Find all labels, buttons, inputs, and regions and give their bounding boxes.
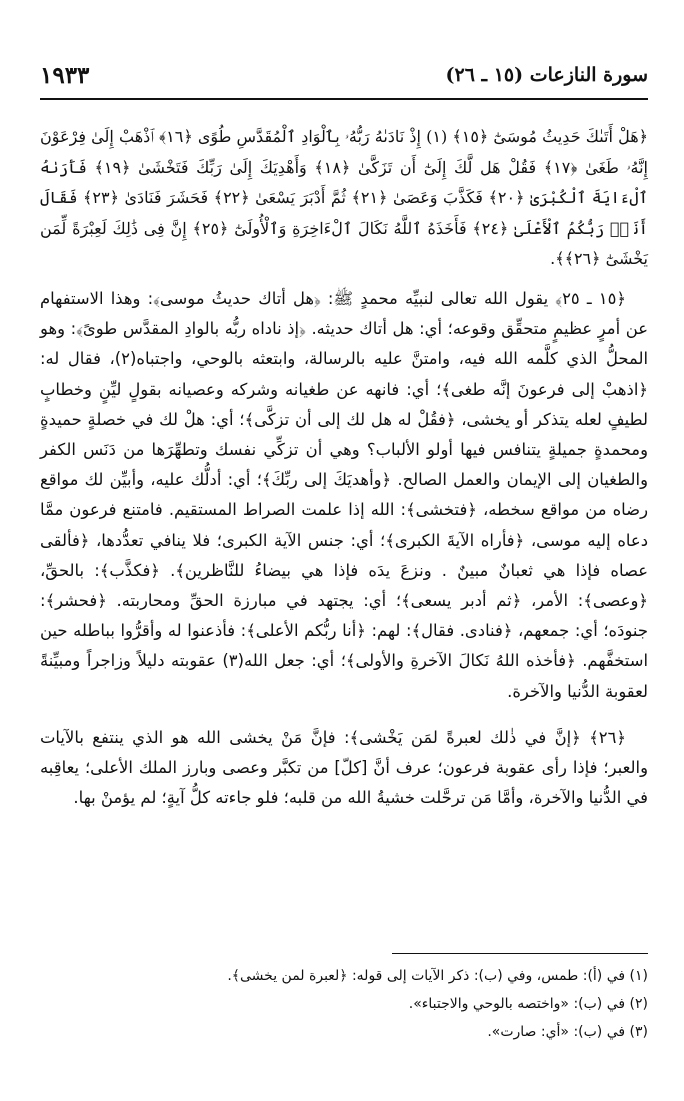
footnotes (40, 962, 648, 1046)
footnote-3: (٣) في (ب): «أي: صارت». (487, 1024, 648, 1040)
tafsir-paragraph-1: ﴿١٥ ـ ٢٥﴾ يقول الله تعالى لنبيِّه محمدٍ ﷺ: ﴿هل أتاك حديثُ موسى﴾: وهذا الاستفهام عن أمرٍ عظيمٍ متحقِّق وقوعه؛ أي: هل أتاك حديثه. ﴿إذ ناداه ربُّه بالوادِ المقدَّس طوىً﴾: وهو المحلُّ الذي كلَّمه الله فيه، وامتنَّ عليه بالرسالة، وابتعثه بالوحي، واجتباه(٢)، فقال له: ﴿اذهبْ إلى فرعونَ إنَّه طغى﴾؛ أي: فانهه عن طغيانه وشركه وعصيانه بقولٍ ليِّنٍ وخطابٍ لطيفٍ لعله يتذكر أو يخشى، ﴿فقُلْ له هل لك إلى أن تزكَّى﴾؛ أي: هلْ لك في خصلةٍ حميدةٍ ومحمدةٍ جميلةٍ يتنافس فيها أولو الألباب؟ وهي أن تزكِّي نفسك وتطهِّرَها من دَنَس الكفر والطغيان إلى الإيمان والعمل الصالح. ﴿وأهديَكَ إلى ربِّكَ﴾؛ أي: أدلُّك عليه، وأبيِّن لك مواقع رضاه من مواقع سخطه، ﴿فتخشى﴾: الله إذا علمت الصراط المستقيم. فامتنع فرعون ممَّا دعاه إليه موسى، ﴿فأراه الآيةَ الكبرى﴾؛ أي: جنس الآية الكبرى؛ فلا ينافي تعدُّدها، ﴿فألقى عصاه فإذا هي ثعبانٌ مبينٌ . ونزعَ يدَه فإذا هي بيضاءُ للنَّاظرين﴾. ﴿فكذَّب﴾: بالحقِّ، ﴿وعصى﴾: الأمر، ﴿ثم أدبر يسعى﴾؛ أي: يجتهد في مبارزة الحقِّ ومحاربته. ﴿فحشر﴾: جنودَه؛ أي: جمعهم، ﴿فنادى. فقال﴾: لهم: ﴿أنا ربُّكم الأعلى﴾: فأذعنوا له وأقرُّوا بباطله حين استخفَّهم. ﴿فأخذه اللهُ نَكالَ الآخرةِ والأولى﴾؛ أي: جعل الله(٣) عقوبته دليلاً وزاجراً ومبيِّنةً لعقوبة الدُّنيا والآخرة. (40, 289, 649, 701)
page-header (40, 62, 648, 96)
tafsir-paragraph-2: ﴿٢٦﴾ ﴿إنَّ في ذٰلك لعبرةً لمَن يَخْشى﴾: فإنَّ مَنْ يخشى الله هو الذي ينتفع بالآيات والعبر؛ فإذا رأى عقوبة فرعون؛ عرف أنَّ [كلّ] من تكبَّر وعصى وبارز الملك الأعلى؛ يعاقِبه في الدُّنيا والآخرة، وأمَّا مَن ترحَّلت خشيةُ الله من قلبه؛ فلو جاءته كلُّ آيةٍ؛ لم يؤمنْ بها. (40, 727, 648, 808)
footnote-2: (٢) في (ب): «واختصه بالوحي والاجتباء». (408, 996, 648, 1012)
header-divider (40, 98, 648, 100)
footnote-1: (١) في (أ): طمس، وفي (ب): ذكر الآيات إلى قوله: ﴿لعبرة لمن يخشى﴾. (227, 968, 648, 984)
tafsir-body (40, 284, 648, 813)
footnote-divider (392, 953, 648, 954)
surah-title: سورة النازعات (١٥ ـ ٢٦) (445, 64, 648, 86)
page-number: ١٩٣٣ (40, 62, 90, 89)
quran-verses: ﴿هَلْ أَتَىٰكَ حَدِيثُ مُوسَىٰٓ ﴿١٥﴾ (١) إِذْ نَادَىٰهُ رَبُّهُۥ بِٱلْوَادِ ٱلْمُقَدَّسِ طُوًى ﴿١٦﴾ ٱذْهَبْ إِلَىٰ فِرْعَوْنَ إِنَّهُۥ طَغَىٰ ﴿١٧﴾ فَقُلْ هَل لَّكَ إِلَىٰٓ أَن تَزَكَّىٰ ﴿١٨﴾ وَأَهْدِيَكَ إِلَىٰ رَبِّكَ فَتَخْشَىٰ ﴿١٩﴾ فَأَرَىٰهُ ٱلْءَايَةَ ٱلْكُبْرَىٰ ﴿٢٠﴾ فَكَذَّبَ وَعَصَىٰ ﴿٢١﴾ ثُمَّ أَدْبَرَ يَسْعَىٰ ﴿٢٢﴾ فَحَشَرَ فَنَادَىٰ ﴿٢٣﴾ فَقَالَ أَنَا۠ رَبُّكُمُ ٱلْأَعْلَىٰ ﴿٢٤﴾ فَأَخَذَهُ ٱللَّهُ نَكَالَ ٱلْءَاخِرَةِ وَٱلْأُولَىٰٓ ﴿٢٥﴾ إِنَّ فِى ذَٰلِكَ لَعِبْرَةً لِّمَن يَخْشَىٰٓ ﴿٢٦﴾﴾. (40, 127, 649, 268)
